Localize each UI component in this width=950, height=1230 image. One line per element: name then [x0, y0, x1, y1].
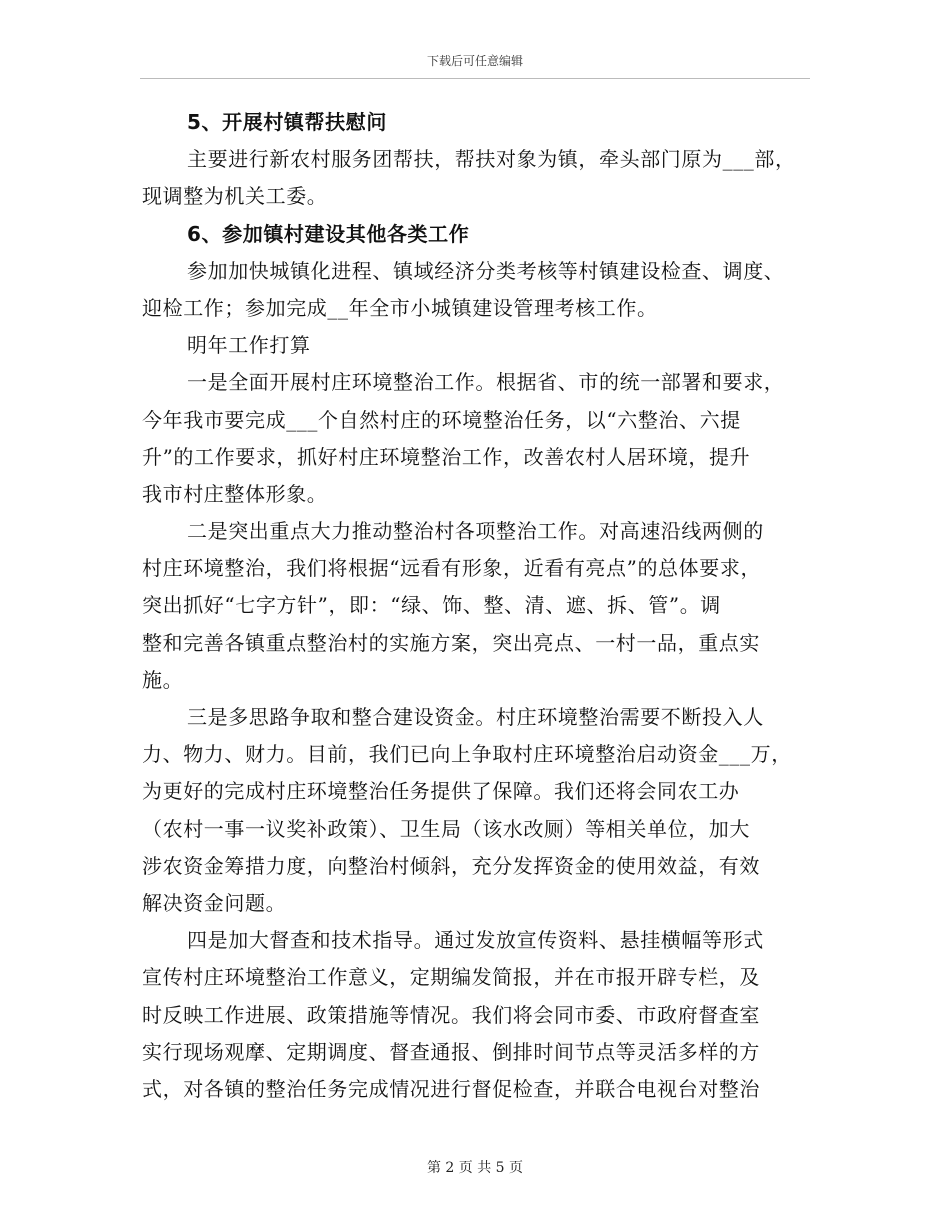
paragraph-line: 三是多思路争取和整合建设资金。村庄环境整治需要不断投入人	[187, 705, 764, 729]
paragraph-line: 宣传村庄环境整治工作意义，定期编发简报，并在市报开辟专栏，及	[142, 965, 760, 990]
page-footer: 第 2 页 共 5 页	[426, 1160, 524, 1176]
paragraph-line: 参加加快城镇化进程、镇域经济分类考核等村镇建设检查、调度、	[187, 258, 785, 283]
paragraph-line: 涉农资金筹措力度，向整治村倾斜，充分发挥资金的使用效益，有效	[142, 853, 760, 878]
paragraph-line: 升”的工作要求，抓好村庄环境整治工作，改善农村人居环境，提升	[142, 444, 751, 469]
section-heading: 5、开展村镇帮扶慰问	[187, 110, 387, 134]
page-header: 下载后可任意编辑	[426, 54, 523, 68]
document-body	[142, 104, 822, 1108]
paragraph-line: 力、物力、财力。目前，我们已向上争取村庄环境整治启动资金___万，	[142, 742, 792, 767]
section-heading: 6、参加镇村建设其他各类工作	[187, 221, 470, 246]
paragraph-line: 整和完善各镇重点整治村的实施方案，突出亮点、一村一品，重点实	[142, 630, 760, 655]
paragraph-line: 明年工作打算	[187, 333, 311, 358]
paragraph-line: （农村一事一议奖补政策）、卫生局（该水改厕）等相关单位，加大	[142, 816, 750, 841]
paragraph-line: 实行现场观摩、定期调度、督查通报、倒排时间节点等灵活多样的方	[142, 1039, 760, 1064]
paragraph-line: 现调整为机关工委。	[142, 184, 328, 209]
header-divider	[140, 78, 810, 79]
paragraph-line: 时反映工作进展、政策措施等情况。我们将会同市委、市政府督查室	[142, 1002, 760, 1027]
paragraph-line: 式，对各镇的整治任务完成情况进行督促检查，并联合电视台对整治	[142, 1076, 760, 1101]
paragraph-line: 今年我市要完成___个自然村庄的环境整治任务，以“六整治、六提	[142, 407, 741, 432]
paragraph-line: 主要进行新农村服务团帮扶，帮扶对象为镇，牵头部门原为___部，	[187, 147, 796, 172]
paragraph-line: 解决资金问题。	[142, 890, 287, 915]
paragraph-line: 突出抓好“七字方针”，即：“绿、饰、整、清、遮、拆、管”。调	[142, 593, 721, 618]
paragraph-line: 为更好的完成村庄环境整治任务提供了保障。我们还将会同农工办	[142, 779, 740, 804]
paragraph-line: 一是全面开展村庄环境整治工作。根据省、市的统一部署和要求，	[187, 370, 785, 395]
paragraph-line: 迎检工作；参加完成__年全市小城镇建设管理考核工作。	[142, 295, 658, 320]
paragraph-line: 我市村庄整体形象。	[142, 481, 328, 506]
paragraph-line: 四是加大督查和技术指导。通过发放宣传资料、悬挂横幅等形式	[187, 928, 764, 953]
paragraph-line: 施。	[142, 667, 184, 692]
paragraph-line: 村庄环境整治，我们将根据“远看有形象，近看有亮点”的总体要求，	[142, 556, 762, 581]
paragraph-line: 二是突出重点大力推动整治村各项整治工作。对高速沿线两侧的	[187, 519, 764, 544]
